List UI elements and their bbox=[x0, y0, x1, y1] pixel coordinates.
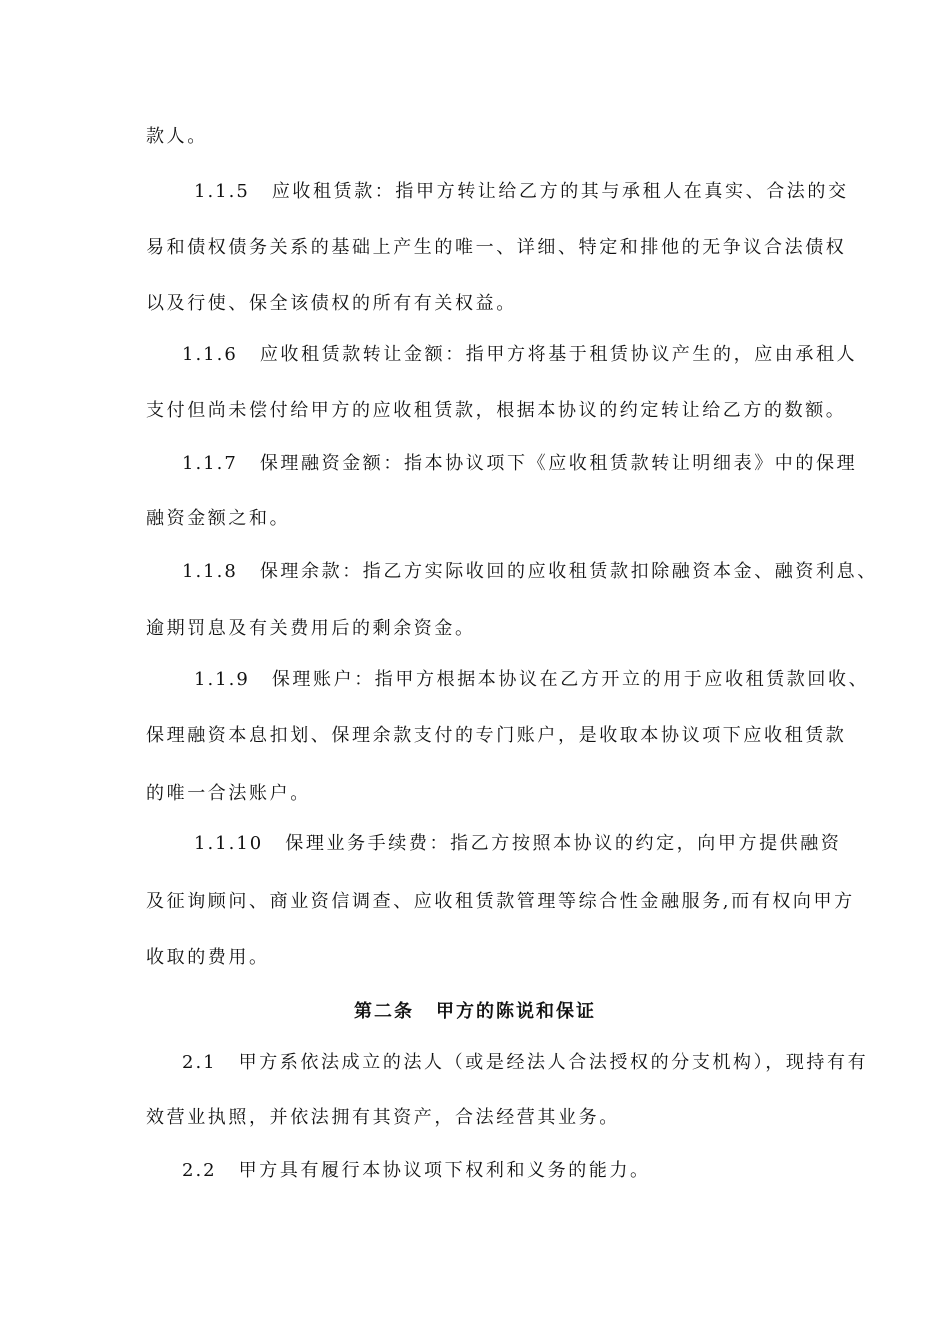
clause-1-1-9 bbox=[194, 668, 869, 692]
clause-1-1-6 bbox=[182, 343, 857, 367]
text-line: 及征询顾问、商业资信调查、应收租赁款管理等综合性金融服务,而有权向甲方 bbox=[146, 891, 855, 912]
text-line: 逾期罚息及有关费用后的剩余资金。 bbox=[146, 618, 476, 639]
article-title: 甲方的陈说和保证 bbox=[436, 1001, 596, 1022]
clause-number: 2.2 bbox=[182, 1160, 217, 1181]
text-line: 保理融资本息扣划、保理余款支付的专门账户，是收取本协议项下应收租赁款 bbox=[146, 725, 847, 746]
clause-number: 1.1.10 bbox=[194, 833, 264, 854]
clause-number: 1.1.9 bbox=[194, 669, 250, 690]
clause-number: 1.1.5 bbox=[194, 181, 250, 202]
clause-1-1-5 bbox=[194, 180, 849, 204]
clause-text: 甲方具有履行本协议项下权利和义务的能力。 bbox=[238, 1160, 651, 1181]
article-heading bbox=[0, 1000, 950, 1024]
clause-text: 保理业务手续费：指乙方按照本协议的约定，向甲方提供融资 bbox=[285, 833, 842, 854]
text-line: 款人。 bbox=[146, 126, 208, 147]
clause-text: 应收租赁款转让金额：指甲方将基于租赁协议产生的，应由承租人 bbox=[259, 344, 858, 365]
text-line: 收取的费用。 bbox=[146, 947, 270, 968]
clause-text: 保理账户：指甲方根据本协议在乙方开立的用于应收租赁款回收、 bbox=[271, 669, 870, 690]
clause-text: 应收租赁款：指甲方转让给乙方的其与承租人在真实、合法的交 bbox=[271, 181, 849, 202]
text-line: 支付但尚未偿付给甲方的应收租赁款，根据本协议的约定转让给乙方的数额。 bbox=[146, 400, 847, 421]
clause-number: 1.1.6 bbox=[182, 344, 238, 365]
article-number: 第二条 bbox=[354, 1001, 414, 1022]
clause-number: 1.1.7 bbox=[182, 453, 238, 474]
clause-text: 保理余款：指乙方实际收回的应收租赁款扣除融资本金、融资利息、 bbox=[259, 561, 878, 582]
text-line: 以及行使、保全该债权的所有有关权益。 bbox=[146, 293, 517, 314]
clause-text: 甲方系依法成立的法人（或是经法人合法授权的分支机构），现持有有 bbox=[238, 1052, 869, 1073]
text-line: 融资金额之和。 bbox=[146, 508, 291, 529]
clause-2-2 bbox=[182, 1159, 651, 1183]
text-line: 的唯一合法账户。 bbox=[146, 783, 311, 804]
clause-1-1-10 bbox=[194, 832, 841, 856]
clause-1-1-8 bbox=[182, 560, 878, 584]
text-line: 效营业执照，并依法拥有其资产，合法经营其业务。 bbox=[146, 1107, 620, 1128]
text-line: 易和债权债务关系的基础上产生的唯一、详细、特定和排他的无争议合法债权 bbox=[146, 237, 847, 258]
clause-number: 2.1 bbox=[182, 1052, 217, 1073]
clause-number: 1.1.8 bbox=[182, 561, 238, 582]
clause-text: 保理融资金额：指本协议项下《应收租赁款转让明细表》中的保理 bbox=[259, 453, 858, 474]
clause-2-1 bbox=[182, 1051, 868, 1075]
clause-1-1-7 bbox=[182, 452, 857, 476]
